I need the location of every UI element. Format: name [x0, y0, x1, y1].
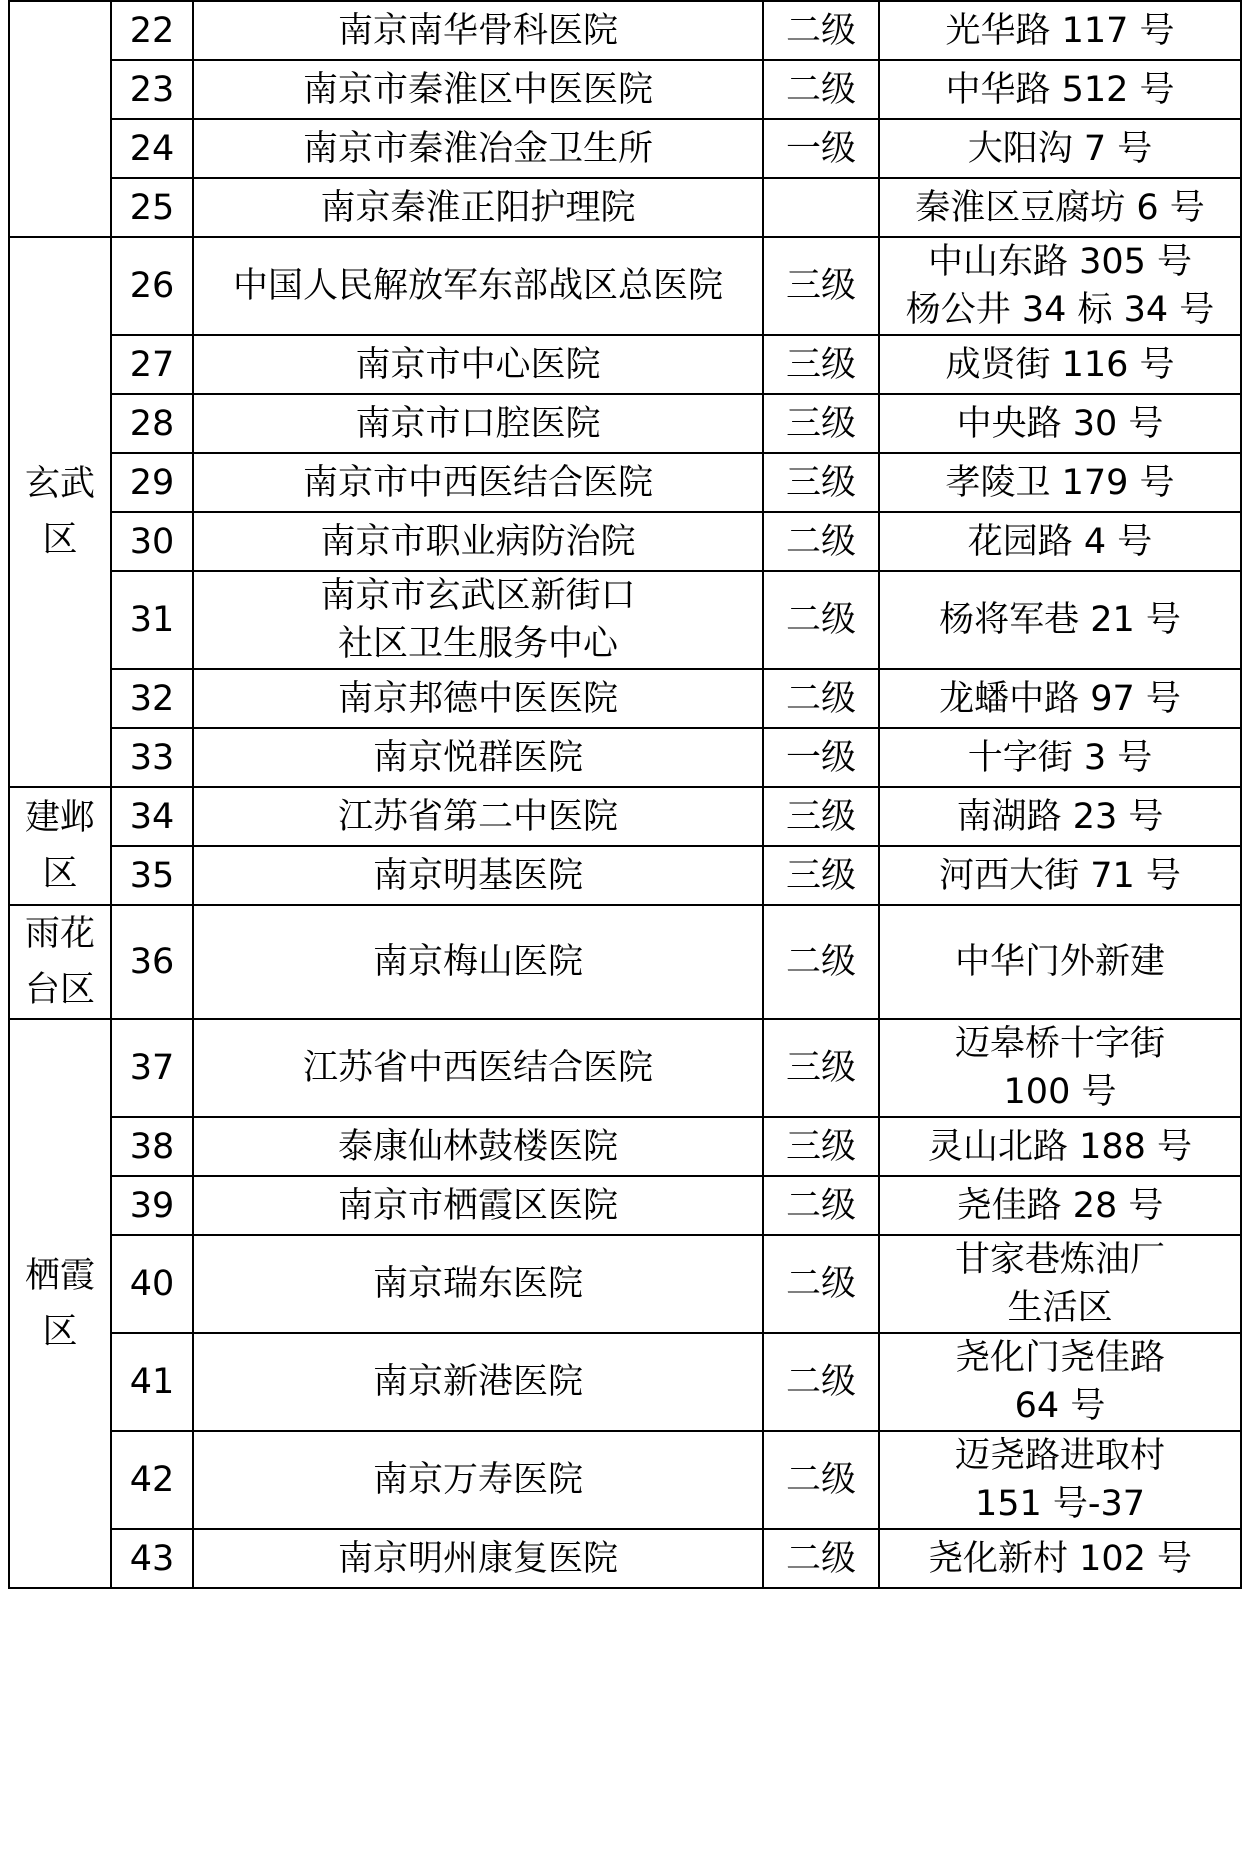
address-cell [879, 178, 1241, 237]
address-cell [879, 119, 1241, 178]
row-number-cell: 39 [111, 1176, 193, 1235]
hospital-name-line: 南京明基医院 [372, 855, 583, 896]
table-row [9, 669, 1241, 728]
address-cell [879, 1117, 1241, 1176]
hospital-level-cell: 二级 [763, 1, 879, 60]
hospital-level-cell: 二级 [763, 60, 879, 119]
address-line: 尧化门尧佳路 [954, 1338, 1165, 1378]
table-row [9, 1, 1241, 60]
hospital-name-cell [193, 119, 763, 178]
row-number-cell: 26 [111, 237, 193, 335]
address-line: 中华门外新建 [954, 942, 1165, 982]
hospital-level-cell: 三级 [763, 394, 879, 453]
table-row [9, 60, 1241, 119]
hospital-name-line: 南京瑞东医院 [372, 1264, 583, 1304]
hospital-name-cell [193, 1529, 763, 1588]
hospital-name-line: 南京万寿医院 [372, 1460, 583, 1500]
address-cell [879, 669, 1241, 728]
address-cell [879, 1, 1241, 60]
address-line: 大阳沟 7 号 [967, 128, 1153, 169]
address-cell [879, 237, 1241, 335]
hospital-name-cell [193, 1, 763, 60]
hospital-name-cell [193, 1431, 763, 1529]
hospital-name-cell [193, 394, 763, 453]
address-line: 花园路 4 号 [967, 521, 1153, 562]
address-line: 100 号 [1003, 1072, 1117, 1112]
hospital-level-cell: 二级 [763, 669, 879, 728]
table-body [9, 1, 1241, 1588]
hospital-name-line: 江苏省第二中医院 [337, 796, 618, 837]
hospital-name-line: 江苏省中西医结合医院 [302, 1048, 653, 1088]
table-row [9, 1019, 1241, 1117]
hospital-level-cell: 三级 [763, 1019, 879, 1117]
address-line: 孝陵卫 179 号 [945, 462, 1175, 503]
address-cell [879, 1333, 1241, 1431]
hospital-name-line: 南京市职业病防治院 [320, 521, 636, 562]
hospital-name-cell [193, 512, 763, 571]
address-cell [879, 335, 1241, 394]
address-line: 中山东路 305 号 [927, 242, 1193, 282]
table-row [9, 1333, 1241, 1431]
hospital-name-line: 南京梅山医院 [372, 942, 583, 982]
table-row [9, 512, 1241, 571]
hospital-name-line: 南京市中西医结合医院 [302, 462, 653, 503]
hospital-name-cell [193, 453, 763, 512]
row-number-cell: 32 [111, 669, 193, 728]
row-number-cell: 30 [111, 512, 193, 571]
hospital-name-cell [193, 728, 763, 787]
address-line: 尧化新村 102 号 [927, 1538, 1193, 1579]
hospital-level-cell: 三级 [763, 453, 879, 512]
table-row [9, 178, 1241, 237]
hospital-name-cell [193, 571, 763, 669]
table-row [9, 905, 1241, 1019]
hospital-name-line: 南京市栖霞区医院 [337, 1185, 618, 1226]
row-number-cell: 42 [111, 1431, 193, 1529]
hospital-name-cell [193, 1019, 763, 1117]
hospital-name-line: 南京市秦淮区中医医院 [302, 69, 653, 110]
district-cell: 栖霞区 [9, 1019, 111, 1588]
address-line: 秦淮区豆腐坊 6 号 [915, 187, 1205, 228]
row-number-cell: 24 [111, 119, 193, 178]
row-number-cell: 36 [111, 905, 193, 1019]
address-line: 中华路 512 号 [945, 69, 1175, 110]
table-row [9, 1176, 1241, 1235]
address-cell [879, 728, 1241, 787]
row-number-cell: 29 [111, 453, 193, 512]
address-line: 151 号-37 [974, 1484, 1146, 1524]
row-number-cell: 22 [111, 1, 193, 60]
address-cell [879, 1431, 1241, 1529]
address-line: 灵山北路 188 号 [927, 1126, 1193, 1167]
row-number-cell: 40 [111, 1235, 193, 1333]
address-line: 尧佳路 28 号 [956, 1185, 1164, 1226]
table-row [9, 237, 1241, 335]
address-line: 中央路 30 号 [956, 403, 1164, 444]
hospital-level-cell: 二级 [763, 512, 879, 571]
address-cell [879, 571, 1241, 669]
district-cell: 雨花台区 [9, 905, 111, 1019]
address-line: 生活区 [1007, 1288, 1113, 1328]
row-number-cell: 41 [111, 1333, 193, 1431]
district-cell [9, 1, 111, 237]
district-cell: 玄武区 [9, 237, 111, 787]
address-line: 南湖路 23 号 [956, 796, 1164, 837]
row-number-cell: 25 [111, 178, 193, 237]
table-row [9, 728, 1241, 787]
row-number-cell: 37 [111, 1019, 193, 1117]
address-cell [879, 1176, 1241, 1235]
row-number-cell: 34 [111, 787, 193, 846]
address-cell [879, 846, 1241, 905]
row-number-cell: 35 [111, 846, 193, 905]
hospital-name-cell [193, 1117, 763, 1176]
address-line: 河西大街 71 号 [939, 855, 1181, 896]
hospital-level-cell: 二级 [763, 1333, 879, 1431]
hospital-name-cell [193, 60, 763, 119]
hospital-level-cell: 三级 [763, 846, 879, 905]
hospital-level-cell: 三级 [763, 1117, 879, 1176]
address-line: 龙蟠中路 97 号 [939, 678, 1181, 719]
table-row [9, 394, 1241, 453]
hospital-name-cell [193, 846, 763, 905]
row-number-cell: 23 [111, 60, 193, 119]
table-row [9, 453, 1241, 512]
table-row [9, 1235, 1241, 1333]
hospital-name-line: 中国人民解放军东部战区总医院 [232, 266, 723, 306]
hospital-name-line: 南京邦德中医医院 [337, 678, 618, 719]
address-line: 迈皋桥十字街 [954, 1024, 1165, 1064]
row-number-cell: 43 [111, 1529, 193, 1588]
table-row [9, 1529, 1241, 1588]
hospital-level-cell: 二级 [763, 1431, 879, 1529]
hospital-name-cell [193, 1333, 763, 1431]
address-cell [879, 60, 1241, 119]
hospital-level-cell: 一级 [763, 728, 879, 787]
address-line: 杨将军巷 21 号 [939, 600, 1181, 640]
hospital-name-line: 南京南华骨科医院 [337, 10, 618, 51]
address-line: 光华路 117 号 [945, 10, 1175, 51]
hospital-level-cell: 二级 [763, 1529, 879, 1588]
hospital-name-line: 南京市玄武区新街口 [320, 576, 636, 616]
hospital-name-line: 泰康仙林鼓楼医院 [337, 1126, 618, 1167]
row-number-cell: 31 [111, 571, 193, 669]
table-row [9, 335, 1241, 394]
hospital-name-line: 南京明州康复医院 [337, 1538, 618, 1579]
hospital-level-cell: 二级 [763, 571, 879, 669]
address-cell [879, 453, 1241, 512]
hospital-level-cell: 二级 [763, 905, 879, 1019]
hospital-name-line: 南京市秦淮冶金卫生所 [302, 128, 653, 169]
address-line: 迈尧路进取村 [954, 1436, 1165, 1476]
table-row [9, 571, 1241, 669]
address-cell [879, 1235, 1241, 1333]
hospital-name-cell [193, 1176, 763, 1235]
address-cell [879, 1529, 1241, 1588]
address-cell [879, 512, 1241, 571]
table-row [9, 787, 1241, 846]
hospital-name-cell [193, 178, 763, 237]
hospital-name-line: 南京市口腔医院 [355, 403, 601, 444]
address-cell [879, 1019, 1241, 1117]
table-row [9, 119, 1241, 178]
row-number-cell: 38 [111, 1117, 193, 1176]
hospital-level-cell: 二级 [763, 1176, 879, 1235]
hospital-name-cell [193, 787, 763, 846]
row-number-cell: 28 [111, 394, 193, 453]
hospital-table [8, 0, 1242, 1589]
hospital-name-line: 社区卫生服务中心 [337, 624, 618, 664]
hospital-name-cell [193, 237, 763, 335]
address-cell [879, 905, 1241, 1019]
hospital-name-line: 南京悦群医院 [372, 737, 583, 778]
hospital-level-cell: 三级 [763, 335, 879, 394]
hospital-name-cell [193, 1235, 763, 1333]
table-row [9, 846, 1241, 905]
table-row [9, 1117, 1241, 1176]
address-cell [879, 394, 1241, 453]
table-row [9, 1431, 1241, 1529]
address-line: 甘家巷炼油厂 [954, 1240, 1165, 1280]
hospital-level-cell: 二级 [763, 1235, 879, 1333]
hospital-name-line: 南京新港医院 [372, 1362, 583, 1402]
address-line: 64 号 [1014, 1386, 1106, 1426]
hospital-name-cell [193, 669, 763, 728]
hospital-name-line: 南京市中心医院 [355, 344, 601, 385]
hospital-level-cell: 三级 [763, 237, 879, 335]
row-number-cell: 27 [111, 335, 193, 394]
row-number-cell: 33 [111, 728, 193, 787]
address-line: 十字街 3 号 [967, 737, 1153, 778]
address-line: 杨公井 34 标 34 号 [905, 290, 1215, 330]
hospital-level-cell [763, 178, 879, 237]
hospital-name-line: 南京秦淮正阳护理院 [320, 187, 636, 228]
district-cell: 建邺区 [9, 787, 111, 905]
hospital-level-cell: 三级 [763, 787, 879, 846]
hospital-level-cell: 一级 [763, 119, 879, 178]
hospital-name-cell [193, 905, 763, 1019]
address-line: 成贤街 116 号 [945, 344, 1175, 385]
hospital-name-cell [193, 335, 763, 394]
address-cell [879, 787, 1241, 846]
